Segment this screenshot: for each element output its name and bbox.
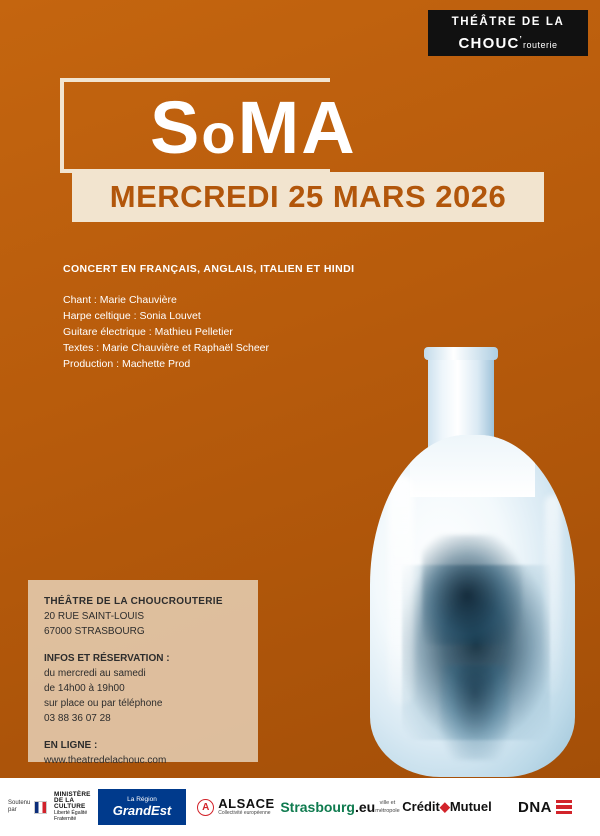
venue-name: THÉÂTRE DE LA CHOUCROUTERIE (44, 596, 223, 607)
alsace-name: ALSACE (218, 796, 275, 811)
credit-mutuel-word1: Crédit (402, 799, 440, 814)
booking-line: du mercredi au samedi (44, 668, 146, 679)
bottle-body (370, 435, 575, 777)
venue-address-line1: 20 RUE SAINT-LOUIS (44, 611, 145, 622)
dna-bars-icon (556, 800, 572, 815)
strasbourg-sub: ville et métropole (375, 800, 400, 814)
strasbourg-tld: .eu (355, 798, 376, 815)
title-o: o (201, 102, 238, 165)
credit-line: Textes : Marie Chauvière et Raphaël Scheer (63, 342, 270, 354)
ministry-motto: Liberté Égalité Fraternité (54, 810, 88, 822)
booking-phone: 03 88 36 07 28 (44, 713, 111, 724)
info-box (28, 580, 258, 766)
venue-logo-line2 (428, 31, 588, 54)
booking-title: INFOS ET RÉSERVATION : (44, 653, 170, 664)
dna-name: DNA (518, 798, 552, 816)
bottle-shoulder (410, 435, 535, 497)
ministry-line1: MINISTÈRE (54, 791, 91, 798)
online-title: EN LIGNE : (44, 740, 98, 751)
alsace-sub: Collectivité européenne (218, 810, 271, 816)
ink-cloud-lower (440, 665, 510, 760)
booking-line: sur place ou par téléphone (44, 698, 163, 709)
partner-dna (500, 778, 590, 836)
venue-logo-line1: THÉÂTRE DE LA (451, 16, 565, 28)
credit-mutuel-word2: Mutuel (449, 799, 492, 814)
credit-line: Production : Machette Prod (63, 358, 191, 370)
partner-strasbourg (280, 778, 400, 836)
supported-by-line2: par (8, 807, 17, 813)
partner-alsace (186, 778, 286, 836)
title-ma: MA (237, 86, 357, 169)
bottle-highlight-right (545, 495, 561, 695)
ministry-line2: DE LA CULTURE (54, 797, 86, 810)
credit-line: Chant : Marie Chauvière (63, 294, 177, 306)
venue-logo-apostrophe: ’ (519, 35, 523, 44)
bottle-graphic (370, 347, 575, 777)
credits-list (63, 292, 269, 372)
page-title (150, 88, 357, 174)
supported-by-line1: Soutenu (8, 800, 31, 806)
alsace-text (218, 797, 274, 817)
ink-cloud-upper (422, 535, 522, 645)
region-line1: La Région (127, 796, 157, 803)
partner-ministry (0, 778, 92, 836)
credit-line: Guitare électrique : Mathieu Pelletier (63, 326, 233, 338)
partner-region-grand-est (98, 789, 186, 825)
venue-logo (428, 10, 588, 56)
partners-strip (0, 778, 600, 836)
credit-line: Harpe celtique : Sonia Louvet (63, 310, 201, 322)
bottle-photo (330, 252, 600, 778)
credit-mutuel-diamond-icon: ◆ (439, 799, 450, 814)
website-url[interactable]: www.theatredelachouc.com (44, 755, 167, 766)
booking-line: de 14h00 à 19h00 (44, 683, 125, 694)
alsace-mark-icon: A (197, 799, 214, 816)
credit-mutuel-name (402, 800, 491, 814)
event-date: MERCREDI 25 MARS 2026 (109, 179, 507, 214)
ministry-logo-text (54, 792, 92, 822)
strasbourg-name (280, 800, 375, 815)
bottle-highlight-left (388, 475, 414, 705)
date-banner (72, 172, 544, 222)
supported-by-label (8, 800, 30, 814)
region-line2: GrandEst (112, 803, 172, 818)
venue-logo-chouc: CHOUC (458, 35, 520, 52)
venue-logo-routerie: routerie (522, 40, 558, 50)
strasbourg-word: Strasbourg (280, 798, 355, 815)
title-s: S (150, 86, 202, 169)
partner-credit-mutuel (394, 778, 500, 836)
french-flag-icon (34, 801, 47, 814)
concert-languages: CONCERT EN FRANÇAIS, ANGLAIS, ITALIEN ET HINDI (63, 263, 355, 275)
venue-address-line2: 67000 STRASBOURG (44, 626, 145, 637)
